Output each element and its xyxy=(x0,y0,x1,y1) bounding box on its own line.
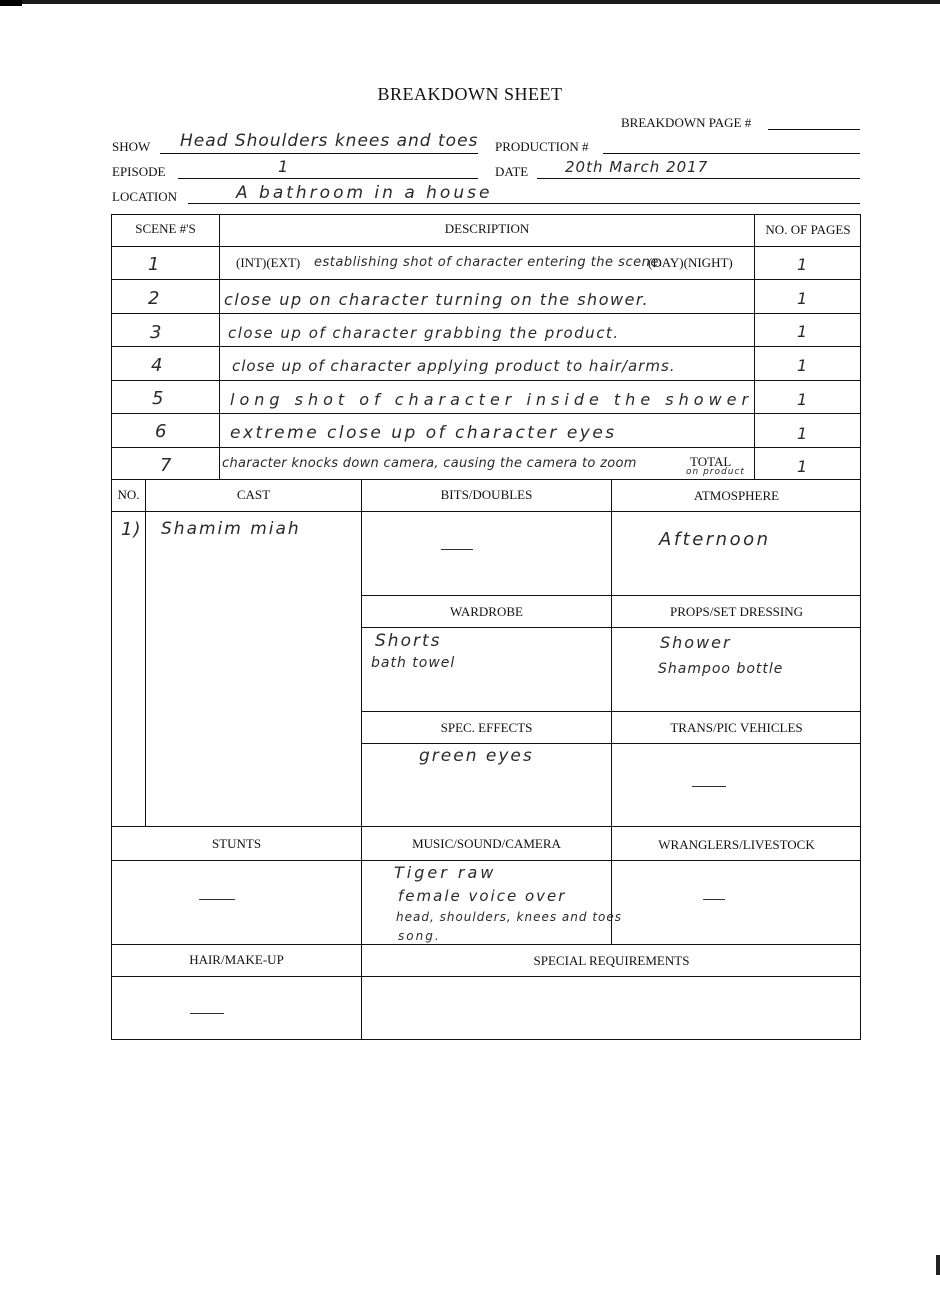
scene-description: long shot of character inside the shower xyxy=(230,390,754,409)
wardrobe-line: Shorts xyxy=(375,631,442,651)
scene-pages: 1 xyxy=(797,390,809,409)
scene-pages: 1 xyxy=(797,457,809,476)
spec-effects-value: green eyes xyxy=(419,746,534,766)
bits-doubles-value xyxy=(441,549,473,550)
episode-field[interactable] xyxy=(178,178,478,179)
total-label: TOTAL xyxy=(690,454,732,469)
episode-value: 1 xyxy=(278,157,290,176)
music-line: head, shoulders, knees and toes xyxy=(396,910,622,924)
hair-makeup-header: HAIR/MAKE-UP xyxy=(189,952,284,967)
scene-number: 2 xyxy=(148,288,161,309)
no-header: NO. xyxy=(117,487,140,502)
pages-header: NO. OF PAGES xyxy=(765,222,851,237)
int-ext-label: (INT)(EXT) xyxy=(236,255,301,270)
scene-description: close up on character turning on the shower. xyxy=(224,290,650,309)
bits-doubles-header: BITS/DOUBLES xyxy=(440,487,533,502)
scene-pages: 1 xyxy=(797,356,809,375)
location-field[interactable] xyxy=(188,203,860,204)
scene-description: close up of character grabbing the product. xyxy=(228,324,620,342)
scene-description: character knocks down camera, causing the camera to zoom xyxy=(222,456,637,471)
scene-description-extra: on product xyxy=(686,467,745,477)
scene-header: SCENE #'S xyxy=(135,221,196,236)
description-header: DESCRIPTION xyxy=(444,221,530,236)
cast-header: CAST xyxy=(236,487,271,502)
hair-makeup-value xyxy=(190,1013,224,1014)
scan-edge-mark-right xyxy=(936,1255,940,1275)
scan-edge-mark xyxy=(0,0,22,6)
scene-pages: 1 xyxy=(797,255,809,274)
stunts-value xyxy=(199,899,235,900)
day-night-label: (DAY)(NIGHT) xyxy=(648,255,733,270)
cast-name: Shamim miah xyxy=(161,519,301,539)
scene-number: 6 xyxy=(155,421,168,442)
show-value: Head Shoulders knees and toes xyxy=(180,131,479,151)
breakdown-page-label: BREAKDOWN PAGE # xyxy=(621,115,752,130)
sheet-title: BREAKDOWN SHEET xyxy=(377,84,563,104)
episode-label: EPISODE xyxy=(112,164,166,179)
scene-description: extreme close up of character eyes xyxy=(230,423,617,443)
spec-effects-header: SPEC. EFFECTS xyxy=(440,720,533,735)
props-line: Shower xyxy=(660,633,732,652)
scene-number: 4 xyxy=(151,355,164,376)
scene-description: establishing shot of character entering the scene. xyxy=(314,255,664,270)
show-field[interactable] xyxy=(160,153,478,154)
special-requirements-header: SPECIAL REQUIREMENTS xyxy=(533,953,690,968)
scan-edge xyxy=(0,0,940,4)
scene-number: 1 xyxy=(148,254,161,275)
atmosphere-value: Afternoon xyxy=(659,529,771,550)
special-requirements-value[interactable] xyxy=(362,977,860,1039)
wardrobe-line: bath towel xyxy=(371,655,456,671)
date-field[interactable] xyxy=(537,178,860,179)
trans-vehicles-value xyxy=(692,786,726,787)
props-line: Shampoo bottle xyxy=(658,661,784,677)
music-line: song. xyxy=(398,929,441,943)
wardrobe-header: WARDROBE xyxy=(450,604,523,619)
stunts-header: STUNTS xyxy=(211,836,262,851)
scene-pages: 1 xyxy=(797,322,809,341)
scene-number: 7 xyxy=(160,455,173,476)
scene-pages: 1 xyxy=(797,289,809,308)
props-header: PROPS/SET DRESSING xyxy=(669,604,804,619)
music-header: MUSIC/SOUND/CAMERA xyxy=(412,836,561,851)
production-field[interactable] xyxy=(603,153,860,154)
scene-description: close up of character applying product to hair/arms. xyxy=(232,357,676,375)
date-label: DATE xyxy=(495,164,529,179)
location-label: LOCATION xyxy=(112,189,177,204)
atmosphere-header: ATMOSPHERE xyxy=(693,488,780,503)
scene-pages: 1 xyxy=(797,424,809,443)
music-line: Tiger raw xyxy=(394,863,497,882)
scene-number: 5 xyxy=(152,388,165,409)
wranglers-header: WRANGLERS/LIVESTOCK xyxy=(658,837,815,852)
music-line: female voice over xyxy=(398,887,567,905)
breakdown-page-field[interactable] xyxy=(768,129,860,130)
production-label: PRODUCTION # xyxy=(495,139,589,154)
wranglers-value xyxy=(703,899,725,900)
cast-number: 1) xyxy=(121,519,142,540)
date-value: 20th March 2017 xyxy=(565,158,709,176)
show-label: SHOW xyxy=(112,139,151,154)
trans-vehicles-header: TRANS/PIC VEHICLES xyxy=(670,720,803,735)
location-value: A bathroom in a house xyxy=(236,183,493,203)
scene-number: 3 xyxy=(150,322,163,343)
